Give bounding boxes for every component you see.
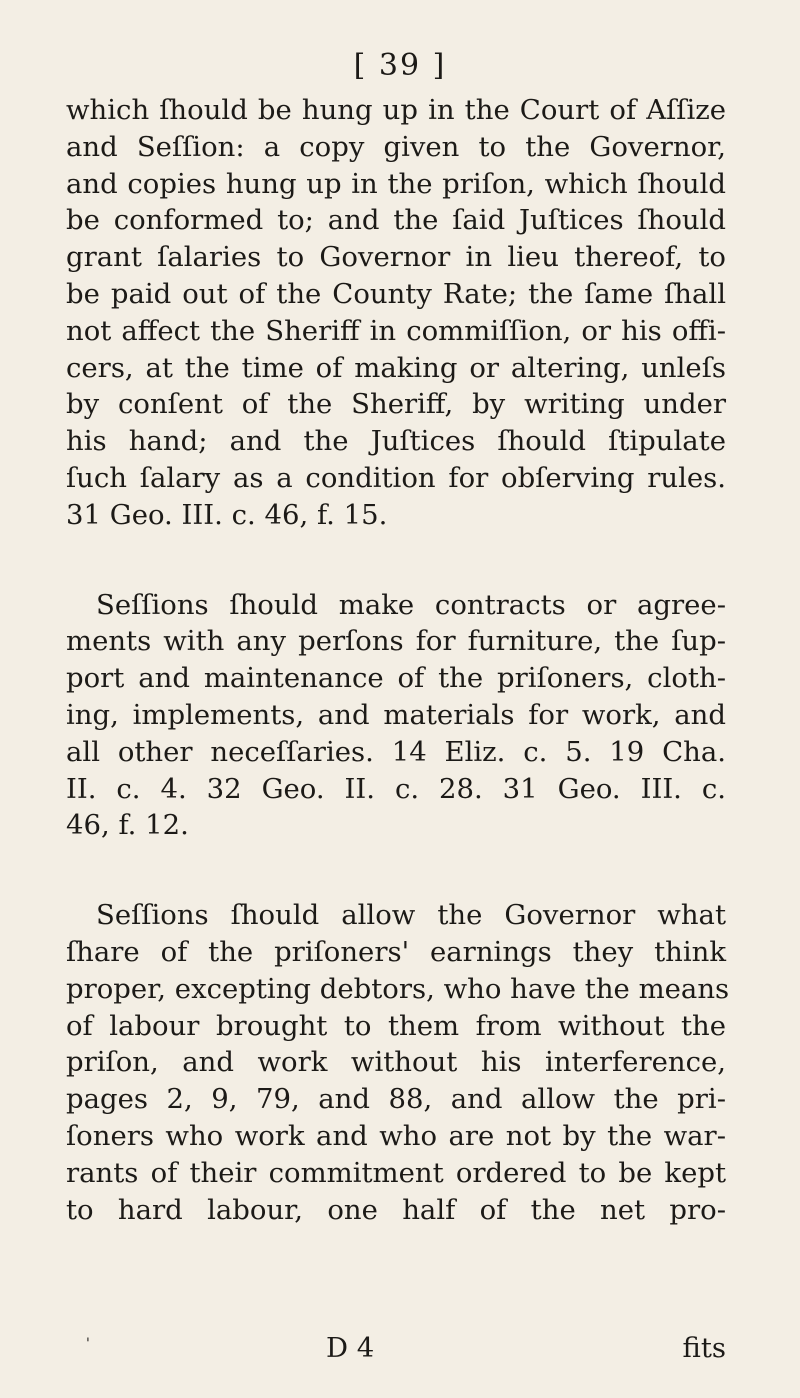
text-line: by conſent of the Sheriff, by writing under — [66, 388, 726, 421]
text-line: not affect the Sheriff in commiſſion, or his offi- — [66, 314, 726, 347]
paragraph-gap — [66, 534, 726, 587]
text-line: proper, excepting debtors, who have the means — [66, 972, 730, 1005]
text-line: rants of their commitment ordered to be kept — [66, 1156, 726, 1189]
text-line: his hand; and the Juſtices ſhould ſtipulate — [66, 425, 726, 458]
text-line: which ſhould be hung up in the Court of Aſſize — [66, 94, 726, 126]
signature-mark: D 4 — [326, 1332, 375, 1364]
paragraph-2 — [66, 587, 726, 845]
paragraph-gap — [66, 844, 726, 897]
text-line: II. c. 4. 32 Geo. II. c. 28. 31 Geo. III. c. — [66, 772, 726, 805]
body-text — [66, 92, 730, 1228]
text-line: ſhare of the priſoners' earnings they think — [66, 935, 726, 968]
text-line: to hard labour, one half of the net pro- — [66, 1193, 726, 1226]
text-line: grant ſalaries to Governor in lieu thereof, to — [66, 241, 726, 274]
text-line: be conformed to; and the ſaid Juſtices ſhould — [66, 204, 726, 237]
text-line: ſoners who work and who are not by the war- — [66, 1119, 726, 1152]
text-line: all other neceſſaries. 14 Eliz. c. 5. 19 Cha. — [66, 735, 726, 768]
text-line: ments with any perſons for furniture, the ſup- — [66, 625, 726, 658]
paragraph-1 — [66, 92, 726, 534]
text-line: and copies hung up in the priſon, which ſhould — [66, 167, 726, 200]
text-line: ſuch ſalary as a condition for obſerving rules. — [66, 461, 726, 494]
text-line: Seſſions ſhould make contracts or agree- — [96, 588, 726, 621]
text-line: priſon, and work without his interference, — [66, 1046, 726, 1079]
page-footer — [66, 1332, 726, 1372]
text-line: ing, implements, and materials for work, and — [66, 698, 726, 731]
text-line: be paid out of the County Rate; the ſame ſhall — [66, 277, 726, 310]
text-line: pages 2, 9, 79, and 88, and allow the pri- — [66, 1083, 726, 1116]
footer-mark: ' — [86, 1336, 90, 1352]
paragraph-3 — [66, 897, 730, 1228]
text-line: cers, at the time of making or altering, unleſs — [66, 351, 726, 384]
catchword: fits — [682, 1332, 726, 1364]
text-line: port and maintenance of the priſoners, cloth- — [66, 662, 726, 695]
text-line: and Seſſion: a copy given to the Governor, — [66, 130, 726, 163]
text-line: 31 Geo. III. c. 46, f. 15. — [66, 498, 388, 531]
text-line: Seſſions ſhould allow the Governor what — [96, 899, 726, 932]
page-number: [ 39 ] — [353, 48, 447, 83]
text-line: 46, f. 12. — [66, 809, 189, 842]
text-line: of labour brought to them from without the — [66, 1009, 726, 1042]
